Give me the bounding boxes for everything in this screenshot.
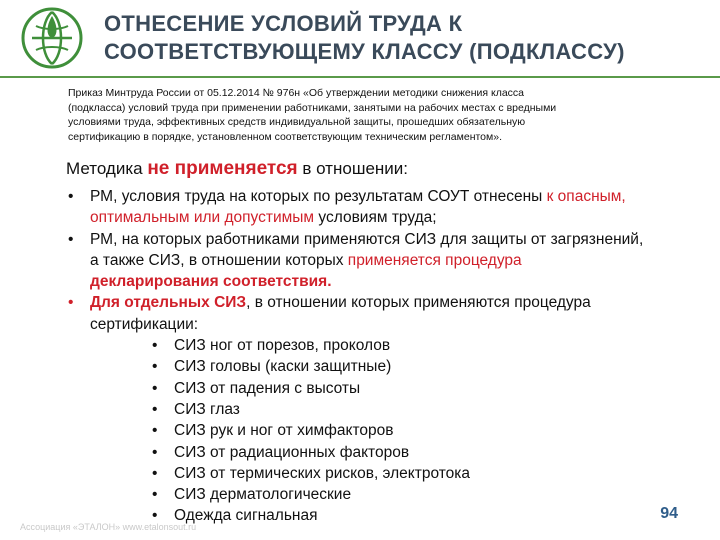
bullet-marker: • [152,443,158,461]
globe-leaf-icon [20,6,84,70]
slide-header [0,0,720,78]
method-suffix: в отношении: [297,159,409,178]
bullet-marker: • [68,230,74,248]
bullet-marker: • [152,464,158,482]
title-line: ОТНЕСЕНИЕ УСЛОВИЙ ТРУДА К [104,11,463,36]
bullet-marker: • [152,400,158,418]
order-line: (подкласса) условий труда при применении работниками, занятыми на рабочих местах с вредными [68,101,557,114]
sublist-item-text: СИЗ от радиационных факторов [174,443,410,461]
page-number: 94 [660,505,678,522]
header-divider [0,76,720,78]
order-line: условиями труда, эффективных средств индивидуальной защиты, прошедших обязательную [68,116,526,128]
sublist-item-text: СИЗ головы (каски защитные) [174,358,392,376]
order-line: сертификацию в порядке, установленном соответствующим техническим регламентом». [68,130,502,143]
item-text: условиям труда; [314,209,437,227]
page-title [104,10,704,66]
footer-watermark: Ассоциация «ЭТАЛОН» www.etalonsout.ru [20,522,197,532]
sublist-item [152,463,706,484]
bullet-marker: • [152,486,158,504]
ppe-sublist [90,335,706,527]
sublist-item-text: СИЗ ног от порезов, проколов [174,337,391,355]
exclusion-list [66,186,706,527]
order-reference [68,86,708,144]
item-highlight: к опасным, [546,188,626,205]
item-highlight: декларирования соответствия. [90,273,332,291]
sublist-item [152,378,706,399]
method-prefix: Методика [66,159,148,178]
item-highlight: Для отдельных СИЗ [90,294,247,312]
title-line: СООТВЕТСТВУЮЩЕМУ КЛАССУ (ПОДКЛАССУ) [104,39,625,64]
sublist-item-text: Одежда сигнальная [174,507,318,525]
sublist-item [152,442,706,463]
list-item [66,186,706,229]
sublist-item [152,399,706,420]
list-item [66,229,706,293]
sublist-item-text: СИЗ рук и ног от химфакторов [174,422,394,440]
method-emphasis: не применяется [147,158,298,179]
item-text: сертификации: [90,315,199,333]
item-text: , в отношении которых применяются процедура [246,294,591,312]
item-highlight: оптимальным или допустимым [90,209,315,227]
bullet-marker: • [152,337,158,355]
method-heading [66,158,408,180]
item-highlight: применяется процедура [347,251,522,269]
bullet-marker: • [68,188,74,205]
sublist-item [152,505,706,526]
sublist-item [152,356,706,377]
sublist-item-text: СИЗ глаз [174,400,240,418]
item-text: РМ, условия труда на которых по результатам СОУТ отнесены [90,188,547,205]
item-text: а также СИЗ, в отношении которых [90,251,348,269]
bullet-marker: • [152,358,158,376]
bullet-marker: • [152,422,158,440]
bullet-marker: • [152,379,158,397]
bullet-marker: • [68,294,74,312]
sublist-item-text: СИЗ от термических рисков, электротока [174,464,471,482]
sublist-item [152,420,706,441]
list-item [66,292,706,526]
item-text: РМ, на которых работниками применяются СИЗ для защиты от загрязнений, [90,230,644,248]
sublist-item-text: СИЗ дерматологические [174,486,352,504]
order-line: Приказ Минтруда России от 05.12.2014 № 976н «Об утверждении методики снижения класса [68,87,525,99]
bullet-marker: • [152,507,158,525]
sublist-item [152,484,706,505]
sublist-item-text: СИЗ от падения с высоты [174,379,361,397]
sublist-item [152,335,706,356]
